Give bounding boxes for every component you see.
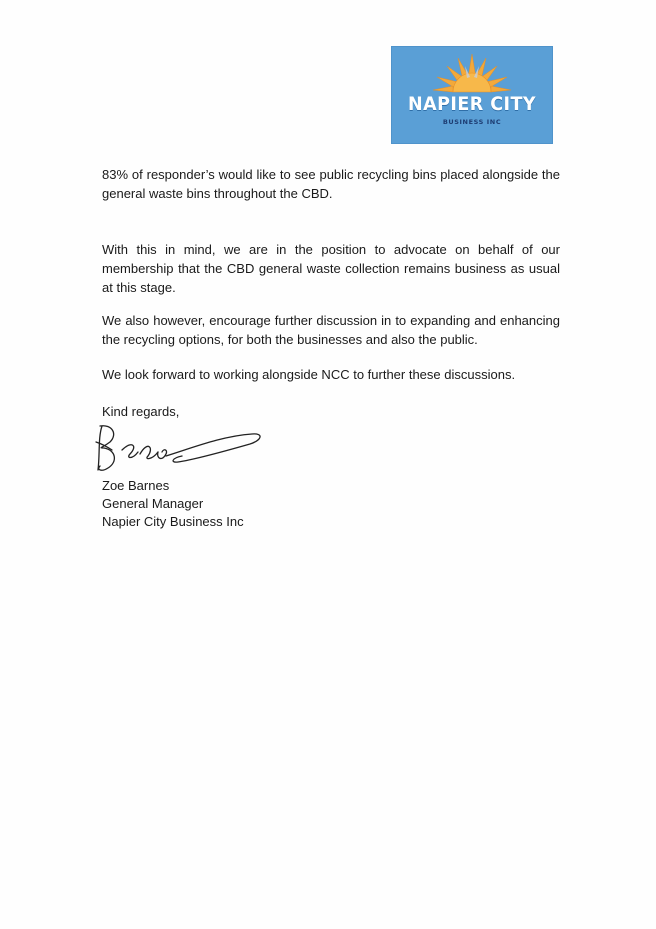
paragraph-closing-remark: We look forward to working alongside NCC to further these discussions. [102, 367, 516, 382]
logo-title: NAPIER CITY [408, 93, 536, 115]
handwritten-signature-icon [92, 420, 267, 480]
logo-subtitle: BUSINESS INC [442, 118, 502, 126]
closing-salutation: Kind regards, [102, 404, 180, 419]
signatory-name: Zoe Barnes [102, 478, 170, 493]
paragraph-survey-result: 83% of responder’s would like to see public recycling bins placed alongside the general waste bins throughout the CBD. [102, 167, 560, 201]
napier-city-business-logo [391, 46, 553, 144]
signatory-organisation: Napier City Business Inc [102, 514, 244, 529]
paragraph-advocacy: With this in mind, we are in the position to advocate on behalf of our membership that the CBD general waste collection remains business as usual at this stage. [102, 242, 560, 295]
signatory-title: General Manager [102, 496, 204, 511]
paragraph-recycling-discussion: We also however, encourage further discussion in to expanding and enhancing the recycling options, for both the businesses and also the public. [102, 313, 560, 347]
